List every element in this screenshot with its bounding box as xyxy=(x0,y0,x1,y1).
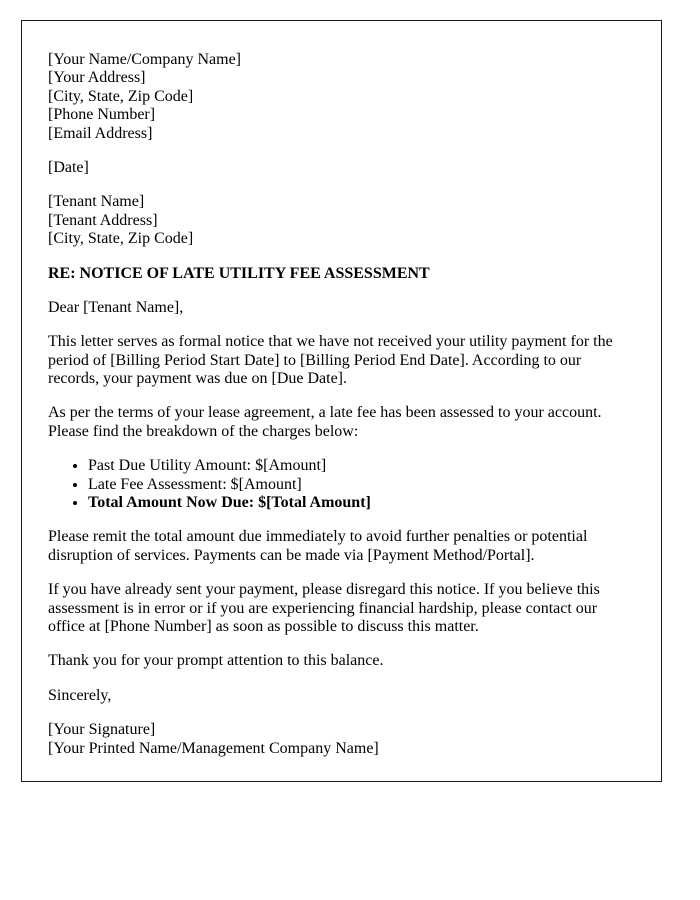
sender-email: [Email Address] xyxy=(48,124,153,142)
sender-city-state-zip: [City, State, Zip Code] xyxy=(48,87,194,105)
salutation: Dear [Tenant Name], xyxy=(48,298,184,316)
sender-name: [Your Name/Company Name] xyxy=(48,51,242,68)
body-paragraph-1: This letter serves as formal notice that we have not received your utility payment for the period of [Billing Period Start Date] to [Billing Period End Date]. According to our records, your payment was due on [Due Date]. xyxy=(48,333,613,388)
recipient-city-state-zip: [City, State, Zip Code] xyxy=(48,230,194,248)
printed-name-line: [Your Printed Name/Management Company Name] xyxy=(48,739,379,757)
recipient-block xyxy=(48,193,635,248)
body-paragraph-2: As per the terms of your lease agreement, a late fee has been assessed to your account. Please find the breakdown of the charges below: xyxy=(48,404,602,440)
sign-off: Sincerely, xyxy=(48,686,112,704)
charge-item-total: • Total Amount Now Due: $[Total Amount] xyxy=(88,494,635,512)
recipient-address: [Tenant Address] xyxy=(48,211,158,229)
signature-line: [Your Signature] xyxy=(48,721,156,739)
sender-phone: [Phone Number] xyxy=(48,106,156,124)
closing-thanks: Thank you for your prompt attention to this balance. xyxy=(48,652,384,670)
sender-block xyxy=(48,51,635,143)
date-line: [Date] xyxy=(48,158,89,176)
letter-page xyxy=(21,20,662,782)
body-paragraph-4: If you have already sent your payment, please disregard this notice. If you believe this assessment is in error or if you are experiencing financial hardship, please contact our office at [Phone Number] as soon as possible to discuss this matter. xyxy=(48,581,600,635)
charge-item-late-fee: • Late Fee Assessment: $[Amount] xyxy=(88,476,635,494)
subject-line: RE: NOTICE OF LATE UTILITY FEE ASSESSMENT xyxy=(48,264,430,282)
charge-item-past-due: • Past Due Utility Amount: $[Amount] xyxy=(88,457,635,475)
signature-block xyxy=(48,721,635,758)
sender-address: [Your Address] xyxy=(48,69,146,87)
charges-list xyxy=(48,457,635,512)
body-paragraph-3: Please remit the total amount due immediately to avoid further penalties or potential disruption of services. Payments can be made via [Payment Method/Portal]. xyxy=(48,528,588,564)
recipient-name: [Tenant Name] xyxy=(48,193,145,211)
